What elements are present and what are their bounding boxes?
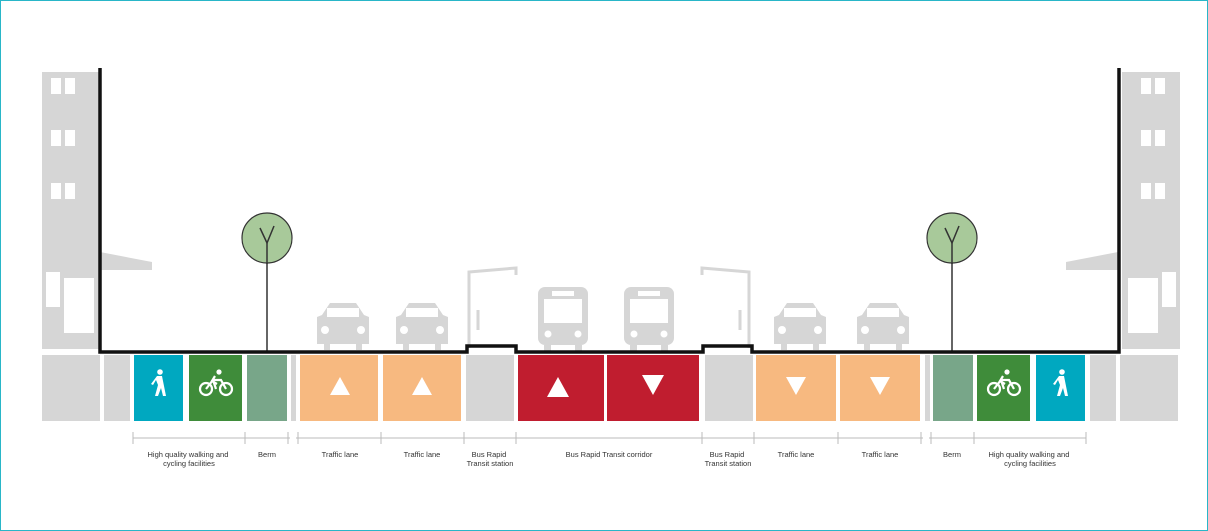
label-walk-cycle-right: High quality walking and cycling facilities <box>988 450 1070 468</box>
berm-right <box>933 355 973 421</box>
tree-icon <box>927 213 977 352</box>
car-icon <box>396 303 448 350</box>
bus-icon <box>538 287 588 351</box>
building-base-right <box>1120 355 1178 421</box>
station-shelter-icon <box>469 268 749 348</box>
label-traffic-lane-3: Traffic lane <box>777 450 815 459</box>
station-right <box>705 355 753 421</box>
label-berm-left: Berm <box>258 450 276 459</box>
label-station-left: Bus Rapid Transit station <box>466 450 514 468</box>
building-base-left <box>42 355 100 421</box>
berm-left <box>247 355 287 421</box>
car-icon <box>857 303 909 350</box>
car-icon <box>317 303 369 350</box>
buffer-left <box>291 355 296 421</box>
tree-icon <box>242 213 292 352</box>
ground-line <box>100 68 1119 352</box>
label-traffic-lane-1: Traffic lane <box>321 450 359 459</box>
building-icon <box>1066 72 1180 349</box>
label-walk-cycle-left: High quality walking and cycling facilities <box>147 450 229 468</box>
car-icon <box>774 303 826 350</box>
label-berm-right: Berm <box>943 450 961 459</box>
frontage-left <box>104 355 130 421</box>
label-traffic-lane-4: Traffic lane <box>861 450 899 459</box>
bus-icon <box>624 287 674 351</box>
station-left <box>466 355 514 421</box>
building-icon <box>42 72 152 349</box>
buffer-right <box>925 355 930 421</box>
frontage-right <box>1090 355 1116 421</box>
dimension-lines <box>133 432 1086 444</box>
label-station-right: Bus Rapid Transit station <box>704 450 752 468</box>
label-traffic-lane-2: Traffic lane <box>403 450 441 459</box>
label-brt-corridor: Bus Rapid Transit corridor <box>565 450 653 459</box>
